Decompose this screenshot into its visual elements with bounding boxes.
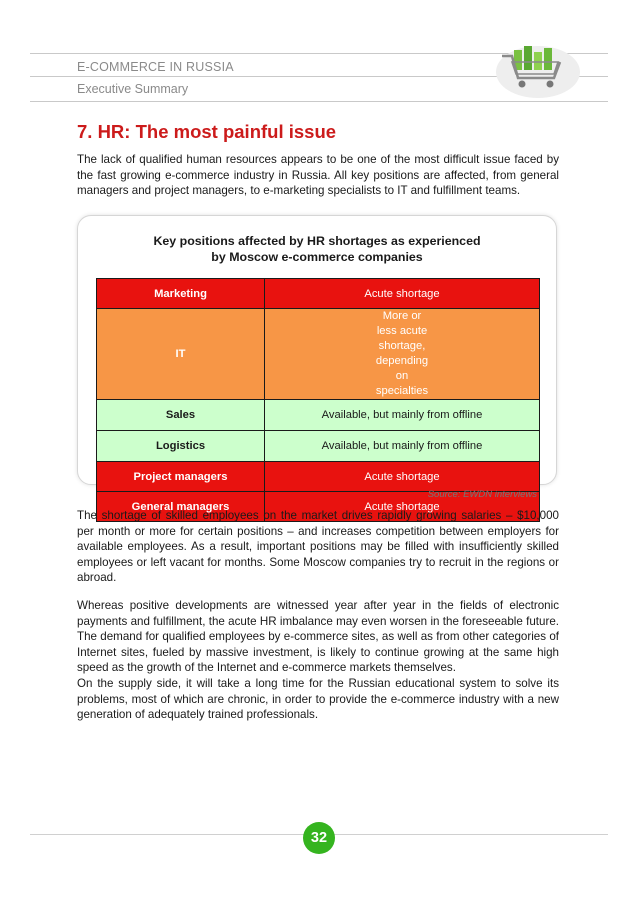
document-subtitle: Executive Summary	[77, 82, 189, 96]
position-cell: General managers	[97, 492, 265, 522]
page-number-badge: 32	[303, 822, 335, 854]
figure-source: Source: EWDN interviews	[427, 489, 537, 500]
table-row	[97, 431, 540, 462]
table-row	[97, 309, 540, 400]
document-title: E-COMMERCE IN RUSSIA	[77, 60, 234, 74]
status-cell: Available, but mainly from offline	[265, 431, 540, 462]
position-cell: Sales	[97, 400, 265, 431]
position-cell: IT	[97, 309, 265, 400]
status-cell: More or less acute shortage, depending on specialties	[265, 309, 540, 400]
status-cell: Acute shortage	[265, 462, 540, 492]
section-heading: 7. HR: The most painful issue	[77, 121, 337, 142]
intro-paragraph: The lack of qualified human resources appears to be one of the most difficult issue faced by the fast growing e-commerce industry in Russia. All key positions are affected, from general managers and project managers, to e-marketing specialists to IT and fulfillment teams.	[77, 153, 559, 198]
body-paragraph-1: The shortage of skilled employees on the market drives rapidly growing salaries – $10,000 per month or more for certain positions – and increases competition between employers for available employees. As a result, important positions may be filled with insufficiently skilled employees or left vacant for months. Some Moscow companies try to recruit in the regions or abroad.	[77, 509, 559, 585]
status-cell: Available, but mainly from offline	[265, 400, 540, 431]
figure-title-line-2: by Moscow e-commerce companies	[211, 250, 423, 264]
status-cell: Acute shortage	[265, 492, 540, 522]
body-paragraph-3: On the supply side, it will take a long time for the Russian educational system to solve its problems, most of which are chronic, in order to provide the e-commerce industry with a new generation of adequately trained professionals.	[77, 677, 559, 722]
shopping-cart-icon	[488, 40, 580, 102]
status-cell: Acute shortage	[265, 279, 540, 309]
position-cell: Logistics	[97, 431, 265, 462]
hr-shortage-table	[96, 278, 540, 522]
figure-title	[78, 233, 556, 265]
position-cell: Marketing	[97, 279, 265, 309]
figure-title-line-1: Key positions affected by HR shortages as experienced	[153, 234, 481, 248]
table-row	[97, 279, 540, 309]
body-paragraph-2: Whereas positive developments are witnessed year after year in the fields of electronic payments and fulfillment, the acute HR imbalance may even worsen in the foreseeable future. The demand for qualified employees by e-commerce sites, as well as from other categories of Internet sites, fueled by massive investment, is likely to continue growing at the same high speed as the growth of the Internet and e-commerce markets themselves.	[77, 599, 559, 675]
table-row	[97, 400, 540, 431]
table-row	[97, 462, 540, 492]
position-cell: Project managers	[97, 462, 265, 492]
